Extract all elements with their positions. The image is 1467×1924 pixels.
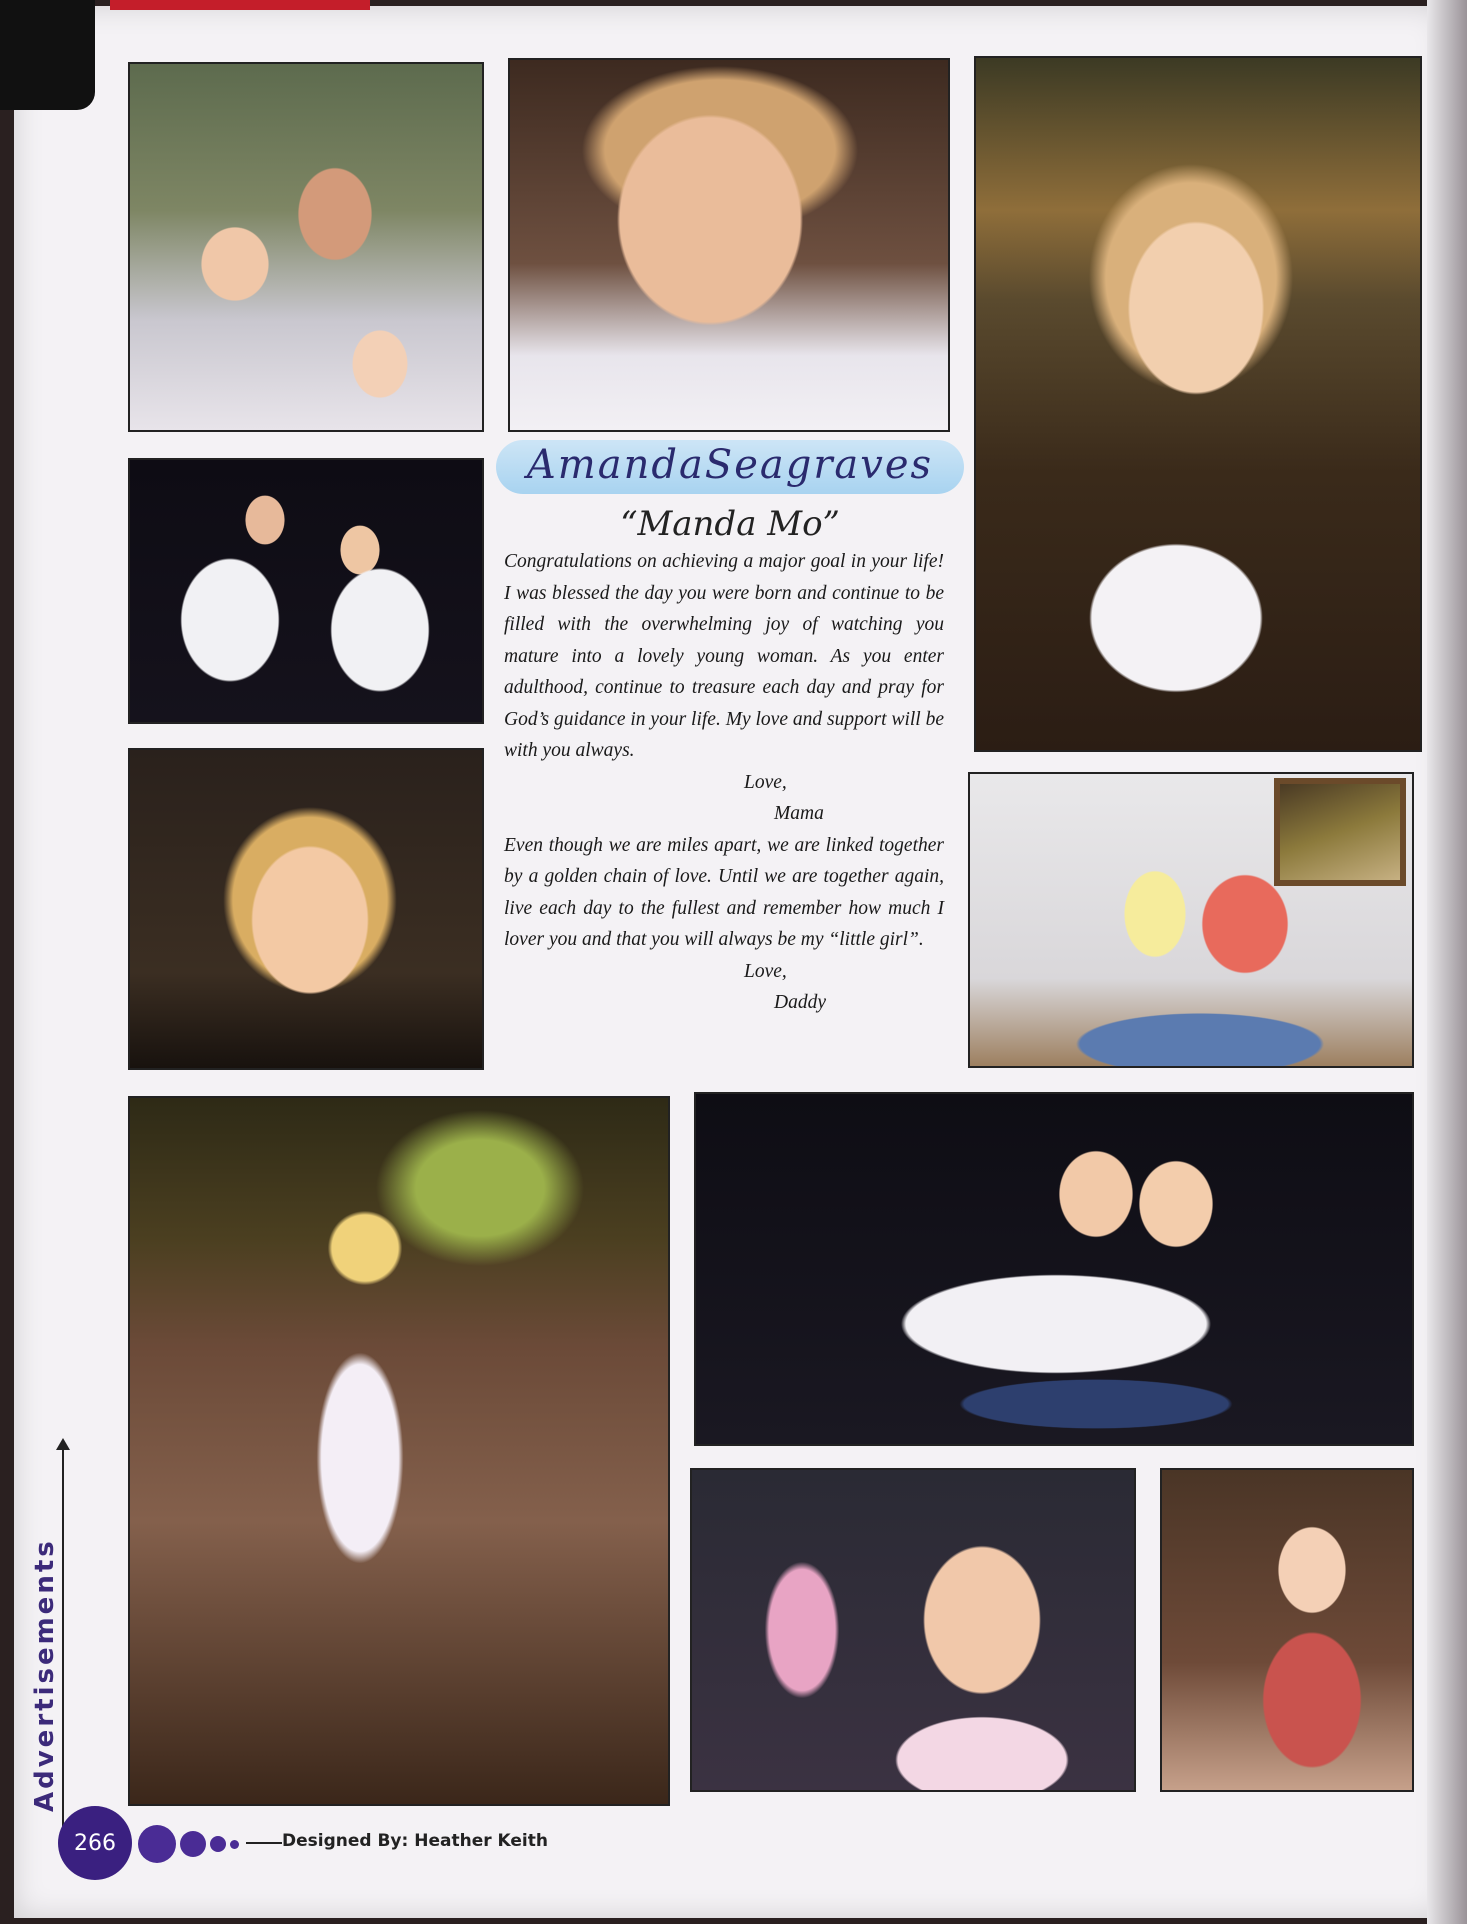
section-label: Advertisements [30, 1538, 60, 1812]
closing-mama: Love, [744, 771, 787, 793]
photo-child-smiling [128, 748, 484, 1070]
dot-icon [180, 1831, 206, 1857]
signer-mama: Mama [774, 803, 824, 824]
ad-title: AmandaSeagraves [526, 442, 934, 488]
footer-arrow-line [246, 1842, 282, 1844]
dot-icon [138, 1825, 176, 1863]
ad-nickname: “Manda Mo” [620, 504, 840, 544]
photo-family-portrait [128, 62, 484, 432]
designer-credit: Designed By: Heather Keith [282, 1831, 548, 1851]
photo-child-closeup [508, 58, 950, 432]
wall-painting [1274, 778, 1406, 886]
message-daddy: Even though we are miles apart, we are linked together by a golden chain of love. Until we are together again, live each day to the fullest and remember how much I lover you and that you will always be my “little girl”. [504, 834, 944, 950]
page-fold-shadow [1427, 0, 1467, 1924]
page-number: 266 [58, 1806, 132, 1880]
photo-two-girls-sitting [968, 772, 1414, 1068]
photo-two-girls-night [128, 458, 484, 724]
photo-toddler-with-troll-doll [690, 1468, 1136, 1792]
signer-daddy: Daddy [774, 992, 826, 1013]
message-mama: Congratulations on achieving a major goal in your life! I was blessed the day you were born and continue to be filled with the overwhelming joy of watching you mature into a lovely young woman. As you enter adulthood, continue to treasure each day and pray for God’s guidance in your life. My love and support will be with you always. [504, 551, 944, 761]
photo-senior-portrait [974, 56, 1422, 752]
dot-icon [210, 1836, 226, 1852]
dot-icon [230, 1840, 239, 1849]
closing-daddy: Love, [744, 960, 787, 982]
binder-edge [0, 0, 95, 110]
photo-girl-by-river [128, 1096, 670, 1806]
photo-toddler-red-shirt [1160, 1468, 1414, 1792]
ad-message-block [504, 546, 944, 1019]
yearbook-page [14, 6, 1444, 1918]
top-red-edge [110, 0, 370, 10]
sidebar-line [62, 1448, 64, 1830]
photo-girls-hammock [694, 1092, 1414, 1446]
